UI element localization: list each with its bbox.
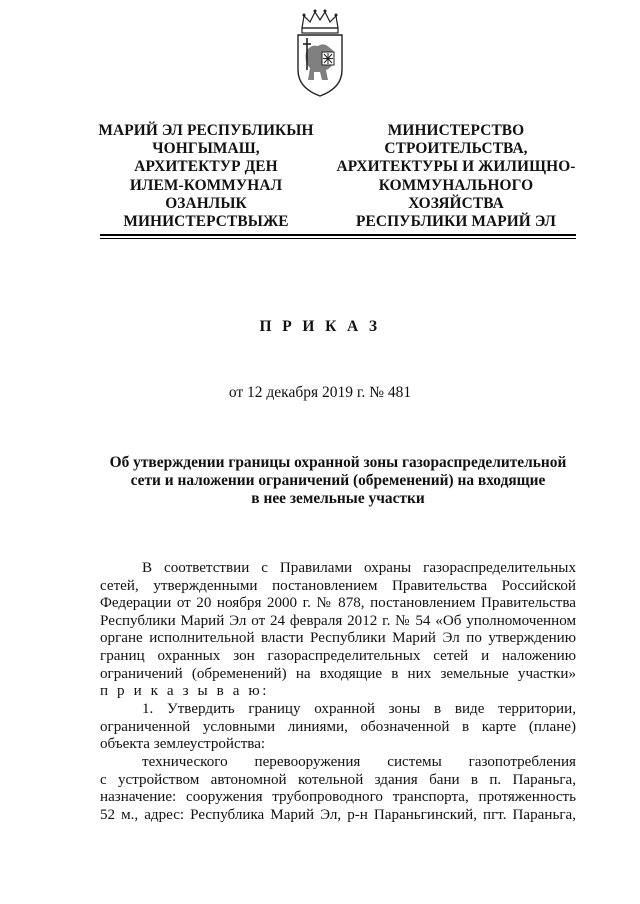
body-line: ограничений (обременений) на входящие в них земельные участки» bbox=[100, 665, 576, 682]
header-left-line: МИНИСТЕРСТВЫЖЕ bbox=[123, 213, 289, 231]
header-marij-ministry bbox=[98, 122, 314, 231]
subject-line: Об утверждении границы охранной зоны газораспределительной bbox=[109, 454, 567, 471]
body-line: границ охранных зон газораспределительных сетей и наложению bbox=[100, 647, 576, 664]
header-left-line: ИЛЕМ-КОММУНАЛ bbox=[129, 176, 283, 194]
header-right-line: РЕСПУБЛИКИ МАРИЙ ЭЛ bbox=[356, 213, 556, 231]
order-subject bbox=[100, 454, 576, 509]
header-russian-ministry bbox=[336, 122, 576, 231]
header-right-line: АРХИТЕКТУРЫ И ЖИЛИЩНО- bbox=[336, 158, 576, 176]
header-left-line: АРХИТЕКТУР ДЕН bbox=[134, 158, 278, 176]
header-left-line: ОЗАНЛЫК bbox=[165, 194, 247, 212]
body-line: 1. Утвердить границу охранной зоны в виде территории, bbox=[142, 701, 576, 717]
header-divider-thick bbox=[100, 234, 576, 236]
subject-line: в нее земельные участки bbox=[251, 490, 425, 508]
header-divider-thin bbox=[100, 238, 576, 239]
body-line: Республики Марий Эл от 24 февраля 2012 г. № 54 «Об уполномоченном bbox=[100, 612, 576, 629]
order-date: от 12 декабря 2019 г. № 481 bbox=[228, 384, 412, 401]
body-paragraph-object bbox=[100, 754, 576, 824]
body-line: назначение: сооружения трубопроводного транспорта, протяженность bbox=[100, 789, 576, 806]
header-left-line: ЧОНГЫМАШ, bbox=[152, 140, 260, 158]
body-line: с устройством автономной котельной здания бани в п. Параньга, bbox=[100, 771, 576, 788]
coat-of-arms-icon bbox=[292, 8, 348, 98]
body-line: сетей, утвержденными постановлением Правительства Российской bbox=[100, 577, 576, 594]
header-right-line: КОММУНАЛЬНОГО bbox=[378, 176, 534, 194]
body-line: Федерации от 20 ноября 2000 г. № 878, постановлением Правительства bbox=[100, 595, 576, 612]
header-right-line: СТРОИТЕЛЬСТВА, bbox=[384, 140, 528, 158]
body-line: ограниченной условными линиями, обозначенной в карте (плане) bbox=[100, 718, 576, 735]
body-line: органе исполнительной власти Республики Марий Эл по утверждению bbox=[100, 630, 576, 647]
body-line: объекта землеустройства: bbox=[100, 736, 266, 753]
body-paragraph-preamble bbox=[100, 560, 576, 701]
subject-line: сети и наложении ограничений (обременений) на входящие bbox=[130, 472, 546, 490]
crown-icon bbox=[302, 10, 338, 34]
body-paragraph-item-1 bbox=[100, 701, 576, 754]
body-line: технического перевооружения системы газопотребления bbox=[142, 754, 576, 770]
body-line-order-verb: п р и к а з ы в а ю: bbox=[100, 683, 270, 700]
header-left-line: МАРИЙ ЭЛ РЕСПУБЛИКЫН bbox=[98, 122, 314, 139]
header-right-line: МИНИСТЕРСТВО bbox=[387, 122, 525, 139]
body-line: 52 м., адрес: Республика Марий Эл, р-н Параньгинский, пгт. Параньга, bbox=[100, 806, 576, 823]
order-title: П Р И К А З bbox=[259, 318, 381, 335]
header-right-line: ХОЗЯЙСТВА bbox=[408, 194, 504, 212]
body-line: В соответствии с Правилами охраны газораспределительных bbox=[142, 560, 576, 576]
